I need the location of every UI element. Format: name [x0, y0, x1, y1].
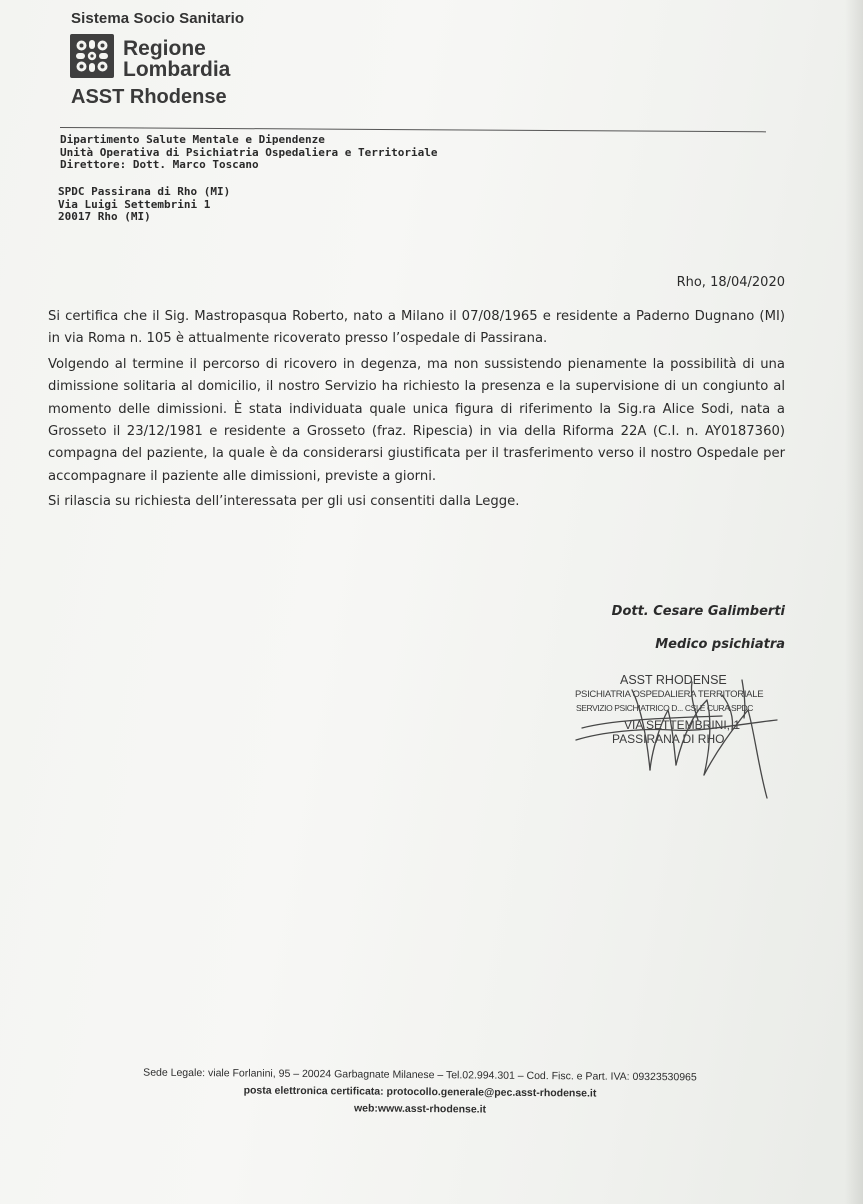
department-line-3: Direttore: Dott. Marco Toscano: [60, 158, 259, 171]
address-line-1: SPDC Passirana di Rho (MI): [58, 185, 231, 198]
footer-website: web:www.asst-rhodense.it: [353, 1102, 487, 1116]
certificate-body: [48, 306, 785, 517]
department-line-1: Dipartimento Salute Mentale e Dipendenze: [60, 133, 325, 146]
address-block: [58, 186, 230, 224]
asst-name: ASST Rhodense: [71, 86, 227, 108]
address-line-3: 20017 Rho (MI): [58, 210, 151, 223]
region-name: [123, 38, 230, 80]
system-label: Sistema Socio Sanitario: [71, 10, 245, 27]
signatory-name: Dott. Cesare Galimberti: [611, 604, 785, 619]
body-paragraph-2: Volgendo al termine il percorso di ricovero in degenza, ma non sussistendo pienamente la possibilità di una dimissione solitaria al domicilio, il nostro Servizio ha richiesto la presenza e la supervisione di un congiunto al momento delle dimissioni. È stata individuata quale unica figura di riferimento la Sig.ra Alice Sodi, nata a Grosseto il 23/12/1981 e residente a Grosseto (fraz. Ripescia) in via della Riforma 22A (C.I. n. AY0187360) compagna del paziente, la quale è da considerarsi giustificata per il trasferimento verso il nostro Ospedale per accompagnare il paziente alle dimissioni, previste a giorni.: [48, 356, 785, 484]
paper-edge-shadow: [845, 0, 863, 1204]
header-divider: [60, 127, 766, 132]
footer-legal-address: Sede Legale: viale Forlanini, 95 – 20024 Garbagnate Milanese – Tel.02.994.301 – Cod. Fisc. e Part. IVA: 09323530965: [143, 1066, 697, 1084]
regione-lombardia-rose-icon: [70, 34, 114, 78]
region-line-2: Lombardia: [123, 58, 231, 81]
region-line-1: Regione: [123, 37, 206, 60]
address-line-2: Via Luigi Settembrini 1: [58, 197, 211, 211]
body-paragraph-3: Si rilascia su richiesta dell’interessata per gli usi consentiti dalla Legge.: [48, 494, 520, 510]
official-stamp: [572, 670, 790, 805]
department-line-2: Unità Operativa di Psichiatria Ospedaliera e Territoriale: [60, 145, 438, 159]
stamp-line-5: PASSIRANA DI RHO: [612, 732, 725, 746]
stamp-line-1: ASST RHODENSE: [620, 673, 727, 687]
department-block: [60, 134, 438, 172]
stamp-line-2: PSICHIATRIA OSPEDALIERA TERRITORIALE: [575, 689, 764, 700]
body-paragraph-1: Si certifica che il Sig. Mastropasqua Roberto, nato a Milano il 07/08/1965 e residente a Paderno Dugnano (MI) in via Roma n. 105 è attualmente ricoverato presso l’ospedale di Passirana.: [48, 309, 785, 347]
stamp-line-4: VIA SETTEMBRINI, 1: [624, 718, 741, 732]
signatory-role: Medico psichiatra: [655, 637, 785, 652]
document-date: Rho, 18/04/2020: [676, 275, 785, 290]
stamp-line-3: SERVIZIO PSICHIATRICO D... CSI E CURA SPDC: [576, 703, 754, 713]
handwritten-signature: [572, 670, 790, 805]
footer-pec-email: posta elettronica certificata: protocollo.generale@pec.asst-rhodense.it: [243, 1084, 597, 1100]
